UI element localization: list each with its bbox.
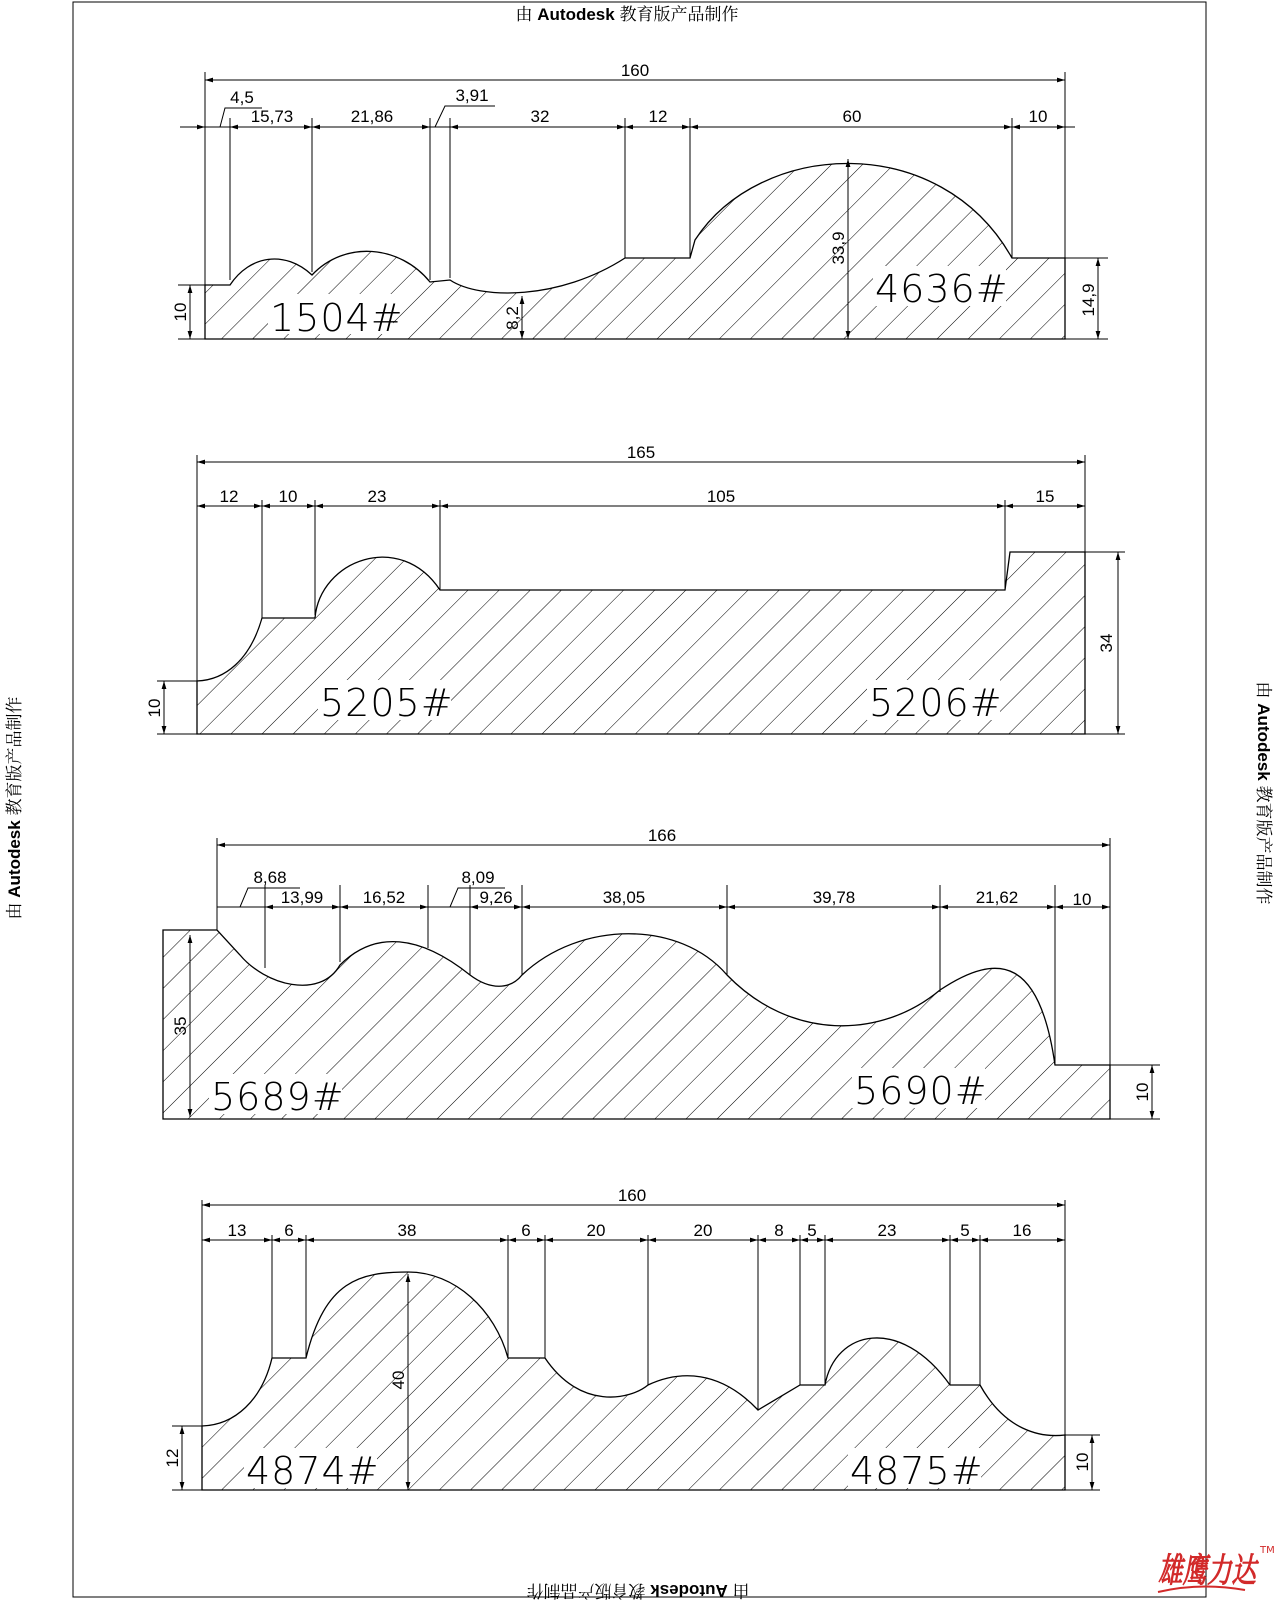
dim-seg: 21,62	[975, 888, 1019, 907]
dim-seg: 12	[648, 107, 668, 126]
watermark-top: 由 Autodesk 教育版产品制作	[515, 5, 739, 24]
dim-side-right: 14,9	[1079, 283, 1098, 317]
product-code: 4875#	[850, 1449, 984, 1493]
dim-overall: 166	[647, 826, 677, 845]
dim-seg: 4,5	[230, 88, 254, 107]
dim-seg: 39,78	[812, 888, 856, 907]
dim-seg: 38,05	[602, 888, 646, 907]
dim-side-right: 10	[1073, 1452, 1092, 1472]
dim-inner: 33,9	[829, 231, 848, 265]
dim-side-right: 34	[1097, 633, 1116, 653]
dim-seg: 15,73	[250, 107, 294, 126]
dim-side-left: 35	[171, 1016, 190, 1036]
dim-seg: 23	[877, 1221, 897, 1240]
dim-overall: 160	[617, 1186, 647, 1205]
watermark-left: 由 Autodesk 教育版产品制作	[5, 696, 24, 920]
product-code: 5690#	[854, 1069, 988, 1113]
dim-seg: 6	[284, 1221, 294, 1240]
brand-logo-text: 雄鹰力达	[1158, 1551, 1260, 1591]
product-code: 5206#	[869, 681, 1003, 725]
dim-seg: 13	[227, 1221, 247, 1240]
dim-seg: 6	[521, 1221, 531, 1240]
dim-side-left: 10	[171, 302, 190, 322]
dim-seg: 20	[586, 1221, 606, 1240]
product-code: 4636#	[875, 267, 1009, 311]
profile-5205-5206	[145, 443, 1125, 734]
dim-seg: 10	[1028, 107, 1048, 126]
dim-seg: 8,68	[253, 868, 287, 887]
dim-seg: 60	[842, 107, 862, 126]
dim-seg: 105	[706, 487, 736, 506]
dim-overall: 165	[626, 443, 656, 462]
sheet-border	[73, 2, 1206, 1597]
product-code: 5689#	[211, 1075, 345, 1119]
dim-seg: 38	[397, 1221, 417, 1240]
dim-seg: 10	[1072, 890, 1092, 909]
watermark-right: 由 Autodesk 教育版产品制作	[1254, 681, 1273, 905]
dim-seg: 3,91	[455, 86, 489, 105]
dim-seg: 16,52	[362, 888, 406, 907]
product-code: 5205#	[320, 681, 454, 725]
dim-seg: 23	[367, 487, 387, 506]
dim-seg: 20	[693, 1221, 713, 1240]
dim-side-left: 12	[163, 1448, 182, 1468]
product-code: 1504#	[270, 296, 404, 340]
dim-side-right: 10	[1133, 1082, 1152, 1102]
dim-seg: 10	[278, 487, 298, 506]
dim-side-left: 10	[145, 698, 164, 718]
dim-seg: 12	[219, 487, 239, 506]
trademark-mark: TM	[1260, 1545, 1275, 1556]
dim-seg: 16	[1012, 1221, 1032, 1240]
dim-seg: 9,26	[479, 888, 513, 907]
profile-4874-4875	[163, 1186, 1100, 1493]
product-code: 4874#	[246, 1449, 380, 1493]
brand-logo	[1158, 1545, 1275, 1592]
dim-seg: 5	[807, 1221, 817, 1240]
dim-seg: 8	[774, 1221, 784, 1240]
dim-seg: 13,99	[280, 888, 324, 907]
dim-seg: 8,09	[461, 868, 495, 887]
dim-seg: 5	[960, 1221, 970, 1240]
profile-5689-5690	[163, 826, 1160, 1119]
watermark-bottom: 由 Autodesk 教育版产品制作	[526, 1581, 750, 1600]
dim-inner: 40	[389, 1370, 408, 1390]
profile-1504-4636	[171, 61, 1108, 340]
dim-seg: 21,86	[350, 107, 394, 126]
dim-inner: 8,2	[503, 306, 522, 330]
dim-overall: 160	[620, 61, 650, 80]
dim-seg: 15	[1035, 487, 1055, 506]
dim-seg: 32	[530, 107, 550, 126]
